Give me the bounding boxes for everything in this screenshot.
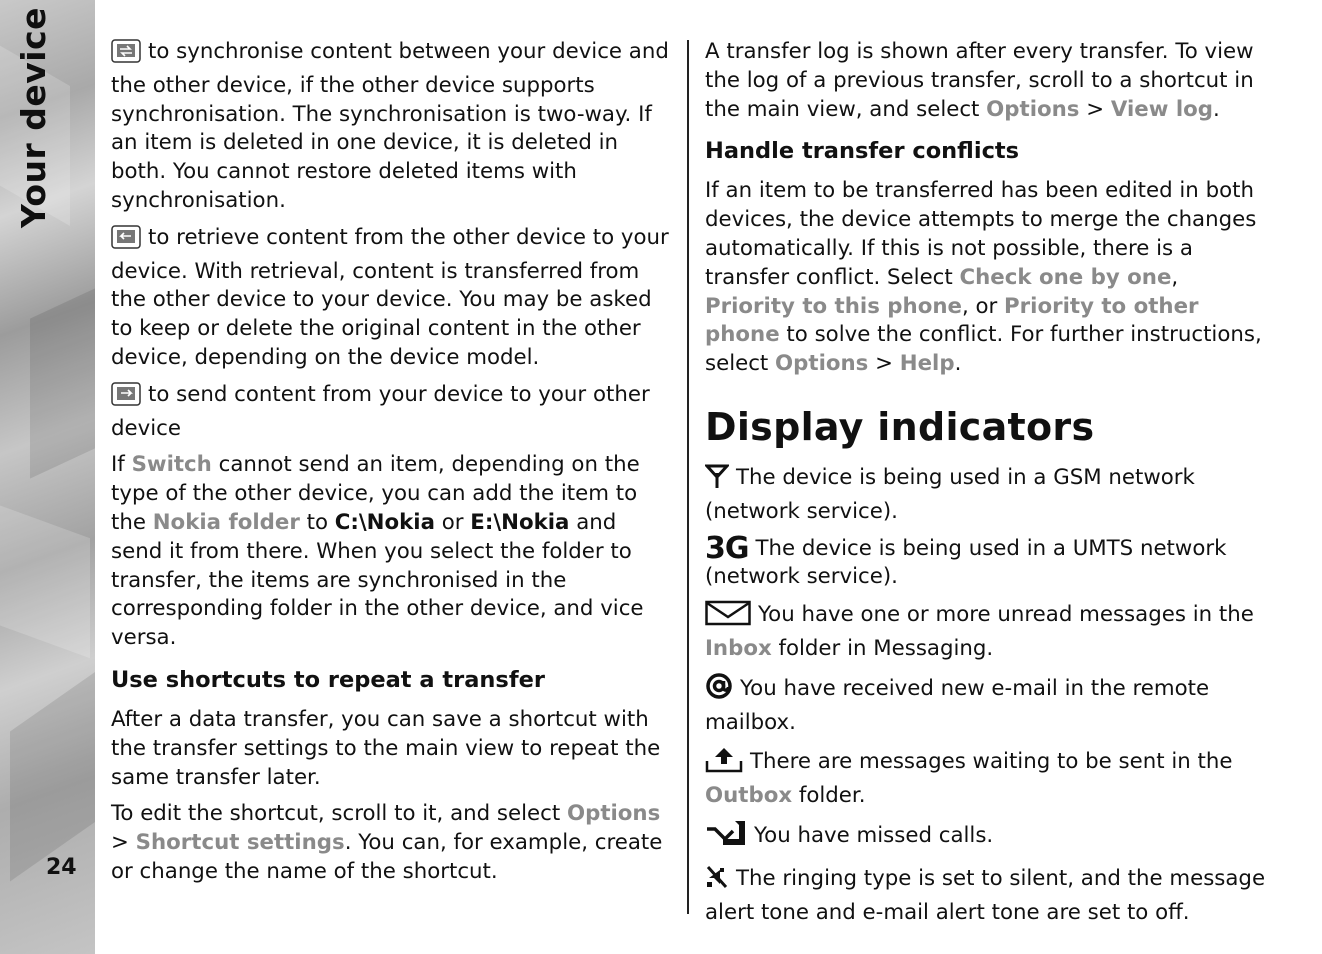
switch-paragraph: If Switch cannot send an item, depending on the type of the other device, you can add the item to the Nokia folder to C:\Nokia or E:\Nokia and send it from there. When you select the folder to transfer, the items are synchronised in the corresponding folder in the other device, and vice versa.: [111, 452, 644, 651]
at-sign-icon: [705, 672, 733, 709]
options-keyword: Options: [775, 351, 869, 377]
umts-3g-icon: 3G: [705, 530, 749, 566]
indicator-umts: 3G The device is being used in a UMTS network (network service).: [705, 530, 1227, 590]
silent-icon: [705, 864, 729, 899]
indicator-silent: The ringing type is set to silent, and the message alert tone and e-mail alert tone are set to off.: [705, 865, 1266, 925]
view-log-keyword: View log: [1110, 96, 1213, 122]
log-paragraph: A transfer log is shown after every transfer. To view the log of a previous transfer, scroll to a shortcut in the main view, and select Options > View log.: [705, 39, 1254, 122]
gsm-antenna-icon: [705, 463, 729, 498]
nokia-folder-keyword: Nokia folder: [152, 509, 300, 535]
priority-this-phone-keyword: Priority to this phone: [705, 293, 962, 319]
options-keyword: Options: [986, 96, 1080, 122]
indicator-outbox: There are messages waiting to be sent in the Outbox folder.: [705, 745, 1270, 811]
outbox-keyword: Outbox: [705, 783, 793, 809]
sidebar: [0, 0, 95, 954]
sidebar-facet: [30, 281, 95, 478]
column-divider: [687, 40, 689, 914]
left-column: [111, 38, 673, 895]
shortcut-settings-keyword: Shortcut settings: [135, 830, 345, 856]
path-e: E:\Nokia: [470, 509, 570, 535]
send-paragraph: to send content from your device to your other device: [111, 381, 650, 441]
retrieve-icon: [111, 225, 141, 258]
heading-display-indicators: Display indicators: [705, 404, 1095, 449]
indicator-email: You have received new e-mail in the remote mailbox.: [705, 672, 1270, 738]
help-keyword: Help: [899, 351, 955, 377]
switch-keyword: Switch: [131, 452, 212, 478]
envelope-icon: [705, 600, 751, 635]
section-title: Your device: [14, 6, 53, 228]
conflict-paragraph: If an item to be transferred has been edited in both devices, the device attempts to merge the changes automatically. If this is not possible, there is a transfer conflict. Select Check one by one, Priority to this phone, or Priority to other phone to solve the conflict. For further instructions, select Options > Help.: [705, 178, 1262, 377]
sidebar-facet: [10, 668, 95, 881]
check-one-by-one-keyword: Check one by one: [959, 264, 1172, 290]
sync-icon: [111, 39, 141, 72]
indicator-message: You have one or more unread messages in the Inbox folder in Messaging.: [705, 602, 1254, 661]
shortcut-paragraph-2: To edit the shortcut, scroll to it, and select Options > Shortcut settings. You can, for example, create or change the name of the shortcut.: [111, 801, 663, 884]
heading-conflicts: Handle transfer conflicts: [705, 138, 1020, 165]
indicator-gsm: The device is being used in a GSM network (network service).: [705, 464, 1195, 524]
right-column: [705, 38, 1270, 935]
path-c: C:\Nokia: [334, 509, 435, 535]
heading-shortcuts: Use shortcuts to repeat a transfer: [111, 666, 545, 693]
sync-paragraph: to synchronise content between your device and the other device, if the other device supports synchronisation. The synchronisation is two-way. If an item is deleted in one device, it is deleted in both. You cannot restore deleted items with synchronisation.: [111, 39, 669, 213]
missed-call-icon: [705, 819, 747, 856]
retrieve-paragraph: to retrieve content from the other device to your device. With retrieval, content is transferred from the other device to your device. You may be asked to keep or delete the original content in the other device, depending on the device model.: [111, 224, 669, 370]
send-icon: [111, 382, 141, 415]
outbox-icon: [705, 745, 743, 782]
sidebar-facet: [0, 502, 90, 658]
options-keyword: Options: [566, 801, 661, 827]
page-number: 24: [46, 855, 77, 880]
indicator-missed-calls: You have missed calls.: [705, 819, 1270, 856]
inbox-keyword: Inbox: [705, 635, 772, 661]
priority-other-phone-keyword: Priority to other phone: [705, 293, 1199, 348]
shortcut-paragraph-1: After a data transfer, you can save a shortcut with the transfer settings to the main view to repeat the same transfer later.: [111, 706, 661, 790]
